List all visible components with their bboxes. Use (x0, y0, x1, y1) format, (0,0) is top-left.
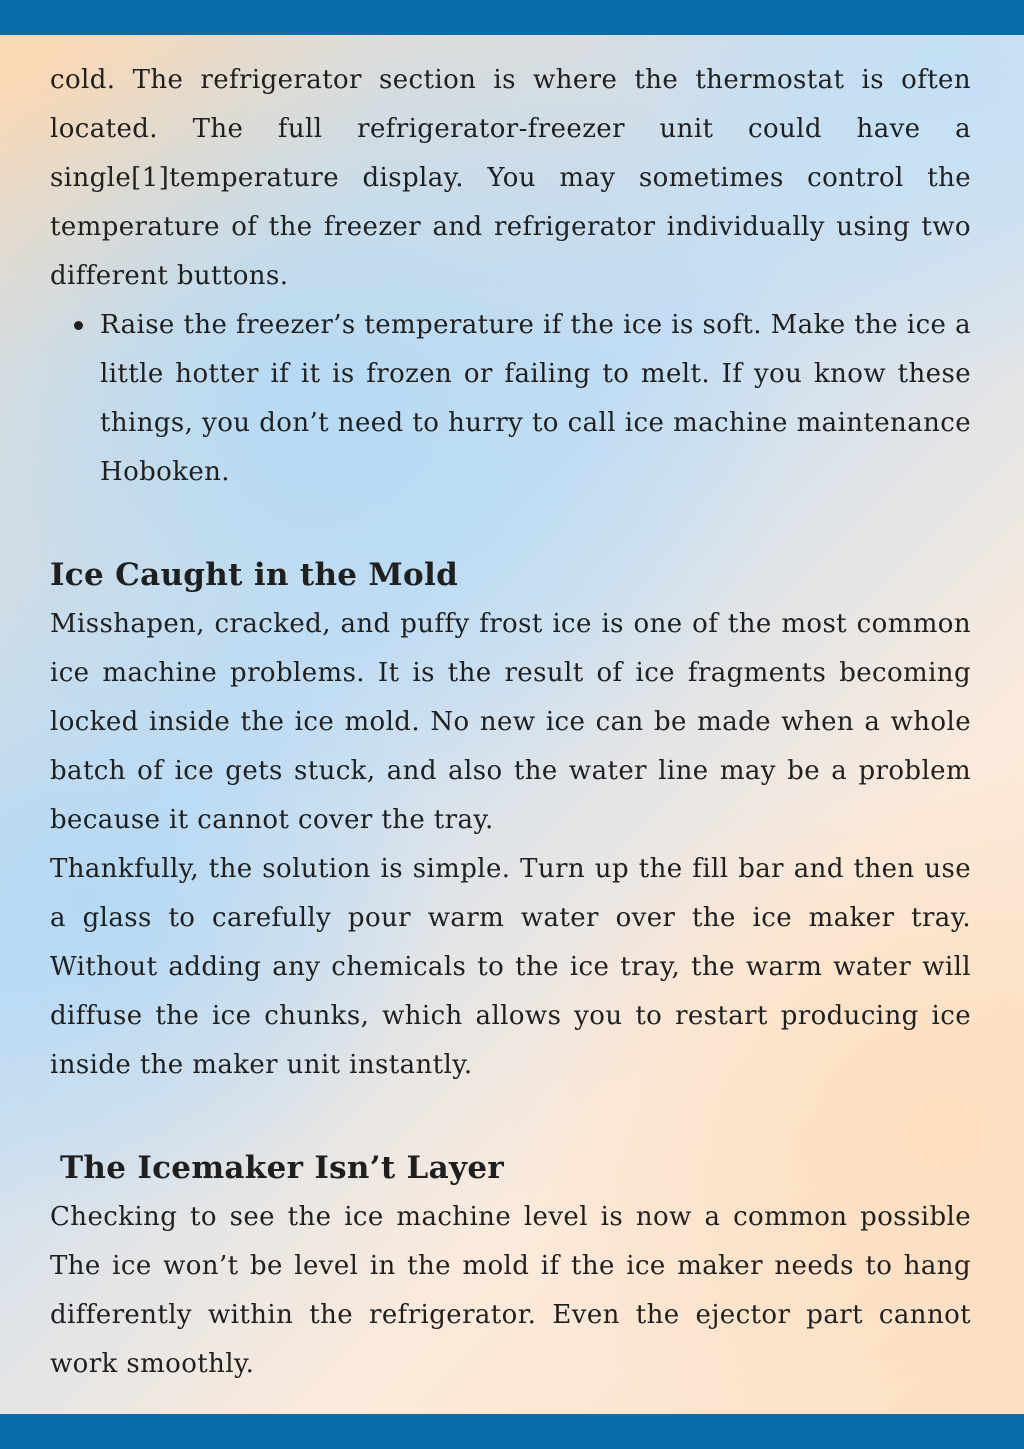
section-heading-level: The Icemaker Isn’t Layer (60, 1150, 504, 1186)
bullet-list (50, 301, 971, 497)
top-banner-bar (0, 0, 1024, 35)
bottom-banner-bar (0, 1414, 1024, 1449)
mold-paragraph-1: Misshapen, cracked, and puffy frost ice is one of the most common ice machine problems. It is the result of ice fragments becoming locked inside the ice mold. No new ice can be made when a whole batch of ice gets stuck, and also the water line may be a problem because it cannot cover the tray. (50, 609, 971, 835)
bullet-dot-icon (74, 321, 83, 330)
bullet-text: Raise the freezer’s temperature if the ice is soft. Make the ice a little hotter if it is frozen or failing to melt. If you know these things, you don’t need to hurry to call ice machine maintenance Hoboken. (100, 310, 971, 487)
section-heading-mold: Ice Caught in the Mold (50, 557, 459, 593)
intro-paragraph: cold. The refrigerator section is where the thermostat is often located. The full refrigerator-freezer unit could have a single[1]temperature display. You may sometimes control the temperature of the freezer and refrigerator individually using two different buttons. (50, 65, 971, 291)
document-body (50, 56, 971, 1389)
level-paragraph: Checking to see the ice machine level is now a common possible The ice won’t be level in the mold if the ice maker needs to hang differently within the refrigerator. Even the ejector part cannot work smoothly. (50, 1202, 971, 1379)
mold-paragraph-2: Thankfully, the solution is simple. Turn up the fill bar and then use a glass to carefully pour warm water over the ice maker tray. Without adding any chemicals to the ice tray, the warm water will diffuse the ice chunks, which allows you to restart producing ice inside the maker unit instantly. (50, 854, 971, 1080)
bullet-item (100, 301, 971, 497)
